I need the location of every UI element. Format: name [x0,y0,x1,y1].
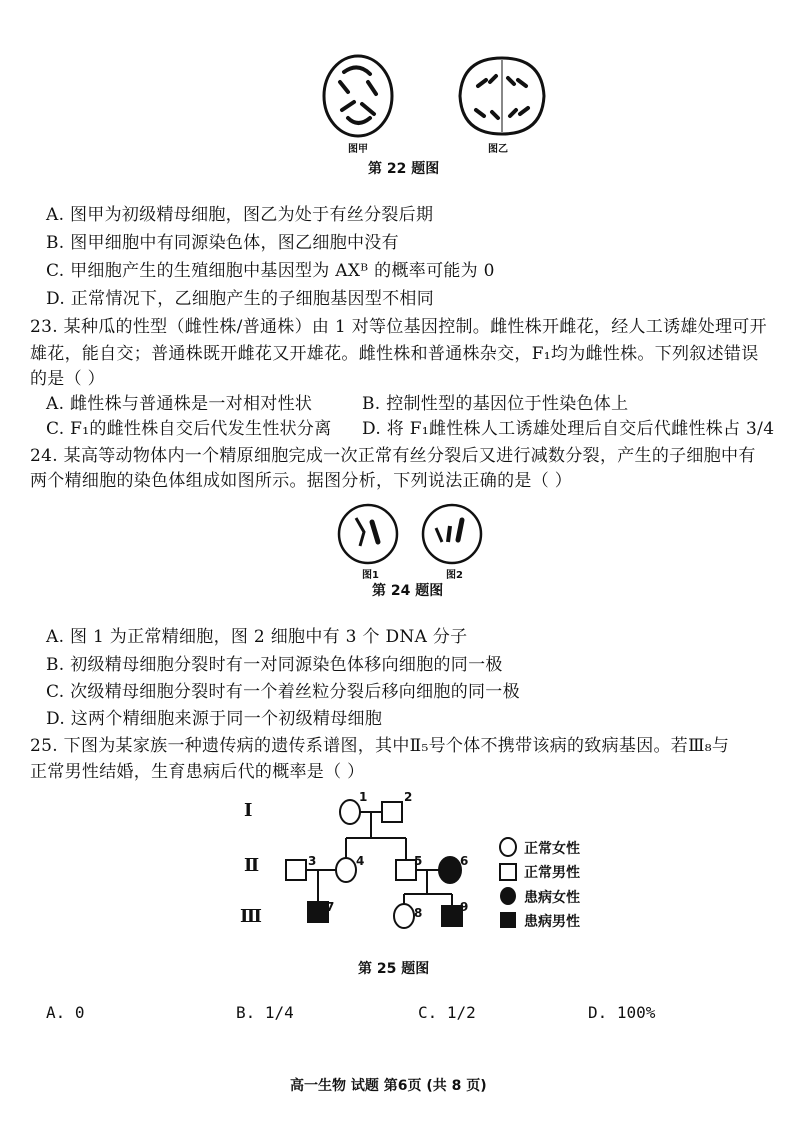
individual-2-normal-male [382,802,402,822]
generation-label-2: Ⅱ [244,855,260,876]
individual-1-normal-female [340,800,360,824]
q25-stem-line-1: 25. 下图为某家族一种遗传病的遗传系谱图，其中Ⅱ₅号个体不携带该病的致病基因。若Ⅲ₈与 [30,736,730,756]
q22-figure-jia [318,52,398,142]
id-7: 7 [326,900,335,914]
legend-affected-male: 患病男性 [524,914,580,930]
individual-7-affected-male [308,902,328,922]
id-4: 4 [356,854,365,868]
q24-fig-label-2: 图2 [446,570,463,581]
id-3: 3 [308,854,317,868]
q24-option-a: A. 图 1 为正常精细胞，图 2 细胞中有 3 个 DNA 分子 [46,627,468,647]
q22-caption: 第 22 题图 [368,161,440,177]
q24-stem-line-2: 两个精细胞的染色体组成如图所示。据图分析，下列说法正确的是（ ） [30,471,573,491]
q23-stem-line-3: 的是（ ） [30,369,105,389]
q22-figure-yi [452,52,552,142]
q23-option-c: C. F₁的雌性株自交后代发生性状分离 [46,419,332,439]
generation-label-3: Ⅲ [240,906,262,927]
generation-label-1: Ⅰ [244,800,253,821]
q24-fig-label-1: 图1 [362,570,379,581]
individual-3-normal-male [286,860,306,880]
page-footer: 高一生物 试题 第6页 (共 8 页) [290,1078,487,1094]
q24-option-d: D. 这两个精细胞来源于同一个初级精母细胞 [46,709,383,729]
q24-figure-1 [334,502,404,566]
q23-stem-line-1: 23. 某种瓜的性型（雌性株/普通株）由 1 对等位基因控制。雌性株开雌花，经人工诱雄处理可开 [30,317,767,337]
q22-option-c: C. 甲细胞产生的生殖细胞中基因型为 AXᴮ 的概率可能为 0 [46,261,495,281]
id-8: 8 [414,906,423,920]
id-6: 6 [460,854,469,868]
q24-figure-2 [418,502,488,566]
q24-caption: 第 24 题图 [372,583,444,599]
q25-answer-b: B. 1/4 [236,1003,294,1022]
q24-option-c: C. 次级精母细胞分裂时有一个着丝粒分裂后移向细胞的同一极 [46,682,520,702]
q25-stem-line-2: 正常男性结婚，生育患病后代的概率是（ ） [30,762,365,782]
q23-option-b: B. 控制性型的基因位于性染色体上 [362,394,629,414]
q23-stem-line-2: 雄花，能自交；普通株既开雌花又开雄花。雌性株和普通株杂交，F₁均为雌性株。下列叙述错误 [30,344,759,364]
individual-8-normal-female [394,904,414,928]
q25-answer-d: D. 100% [588,1003,656,1022]
legend-normal-female: 正常女性 [524,841,580,857]
q22-option-a: A. 图甲为初级精母细胞，图乙为处于有丝分裂后期 [46,205,434,225]
id-2: 2 [404,790,413,804]
individual-9-affected-male [442,906,462,926]
individual-4-normal-female [336,858,356,882]
q22-option-b: B. 图甲细胞中有同源染色体，图乙细胞中没有 [46,233,399,253]
q25-answer-a: A. 0 [46,1003,85,1022]
legend-affected-female: 患病女性 [524,890,580,906]
q22-fig-label-b: 图乙 [488,144,508,155]
q25-caption: 第 25 题图 [358,961,430,977]
legend-symbols [498,838,518,932]
id-5: 5 [414,854,423,868]
q24-option-b: B. 初级精母细胞分裂时有一对同源染色体移向细胞的同一极 [46,655,503,675]
individual-6-affected-female [439,857,461,883]
legend-normal-male: 正常男性 [524,865,580,881]
q22-fig-label-a: 图甲 [348,144,368,155]
q24-stem-line-1: 24. 某高等动物体内一个精原细胞完成一次正常有丝分裂后又进行减数分裂，产生的子细胞中有 [30,446,756,466]
q23-option-d: D. 将 F₁雌性株人工诱雄处理后自交后代雌性株占 3/4 [362,419,775,439]
q22-option-d: D. 正常情况下，乙细胞产生的子细胞基因型不相同 [46,289,435,309]
q25-answer-c: C. 1/2 [418,1003,476,1022]
q23-option-a: A. 雌性株与普通株是一对相对性状 [46,394,313,414]
id-1: 1 [359,790,368,804]
individual-5-normal-male [396,860,416,880]
id-9: 9 [460,900,469,914]
